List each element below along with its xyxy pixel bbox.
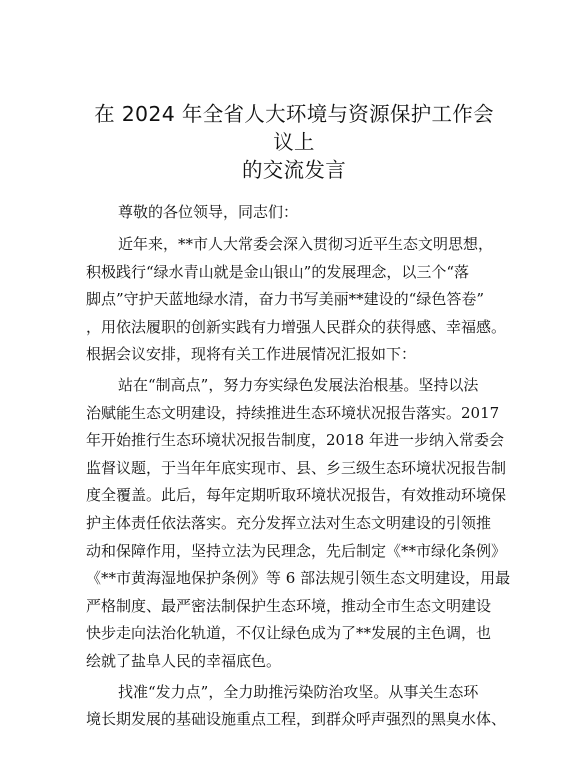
text-line: 度全覆盖。此后，每年定期听取环境状况报告，有效推动环境保	[86, 486, 507, 505]
title-line-2: 的交流发言	[242, 158, 346, 182]
text-line: ，用依法履职的创新实践有力增强人民群众的获得感、幸福感。	[86, 317, 507, 336]
text-line: 护主体责任依法落实。充分发挥立法对生态文明建设的引领推	[86, 513, 492, 532]
text-line: 根据会议安排，现将有关工作进展情况汇报如下：	[86, 345, 417, 364]
text-line: 治赋能生态文明建设，持续推进生态环境状况报告落实。2017	[86, 403, 500, 422]
text-line: 绘就了盐阜人民的幸福底色。	[86, 651, 282, 670]
title-line-1: 在 2024 年全省人大环境与资源保护工作会议上	[94, 102, 494, 154]
paragraph-intro	[86, 231, 507, 369]
text-line: 脚点”守护天蓝地绿水清，奋力书写美丽**建设的“绿色答卷”	[86, 290, 485, 309]
text-line: 快步走向法治化轨道，不仅让绿色成为了**发展的主色调，也	[86, 624, 492, 643]
paragraph-pollution-control	[86, 679, 507, 734]
text-line: 动和保障作用，坚持立法为民理念，先后制定《**市绿化条例》	[86, 541, 507, 560]
text-line: 《**市黄海湿地保护条例》等 6 部法规引领生态文明建设，用最	[86, 569, 511, 588]
text-line: 境长期发展的基础设施重点工程，到群众呼声强烈的黑臭水体、	[86, 710, 507, 729]
text-line: 年开始推行生态环境状况报告制度，2018 年进一步纳入常委会	[86, 431, 504, 450]
salutation: 尊敬的各位领导，同志们：	[118, 203, 299, 221]
paragraph-rule-of-law	[86, 372, 511, 676]
text-line: 站在“制高点”，努力夯实绿色发展法治根基。坚持以法	[118, 375, 479, 394]
text-line: 近年来，**市人大常委会深入贯彻习近平生态文明思想，	[118, 235, 494, 253]
text-line: 找准“发力点”，全力助推污染防治攻坚。从事关生态环	[118, 682, 479, 701]
document-title	[86, 100, 502, 184]
text-line: 严格制度、最严密法制保护生态环境，推动全市生态文明建设	[86, 596, 492, 615]
text-line: 积极践行“绿水青山就是金山银山”的发展理念，以三个“落	[86, 262, 470, 281]
text-line: 监督议题，于当年年底实现市、县、乡三级生态环境状况报告制	[86, 458, 507, 477]
